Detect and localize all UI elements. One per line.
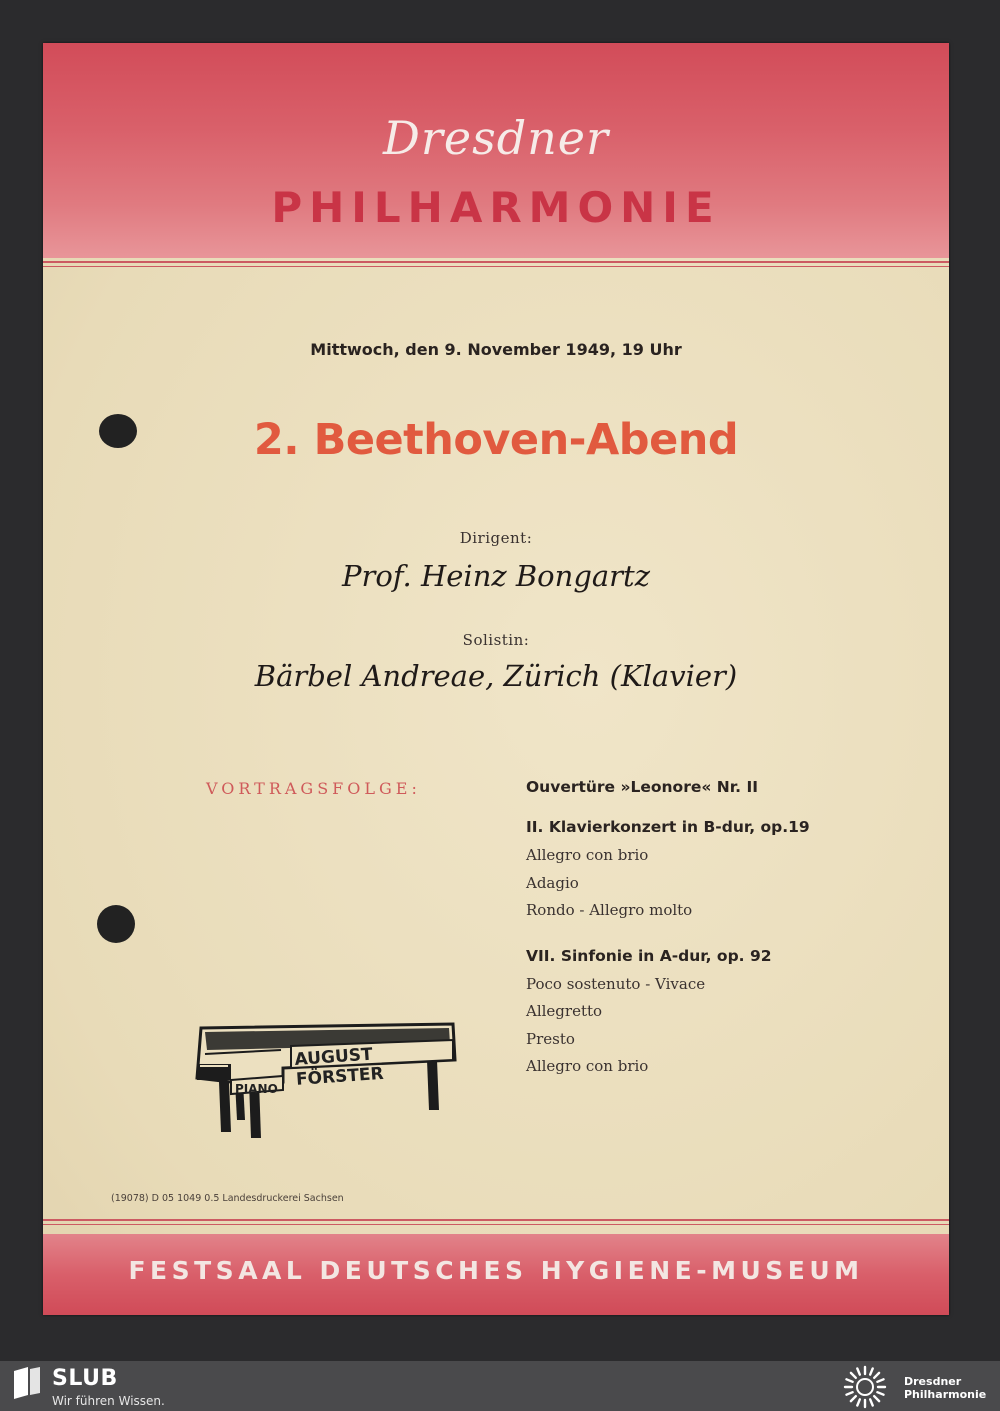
printer-imprint: (19078) D 05 1049 0.5 Landesdruckerei Sachsen — [111, 1193, 344, 1204]
header-divider — [43, 261, 949, 263]
event-date: Mittwoch, den 9. November 1949, 19 Uhr — [310, 340, 682, 359]
program-work — [526, 818, 926, 925]
logo-wordmark: PHILHARMONIE — [271, 183, 721, 232]
movement: Rondo - Allegro molto — [526, 901, 693, 919]
partner-name[interactable] — [904, 1375, 986, 1401]
movement: Allegro con brio — [526, 846, 649, 864]
logo-script-text: Dresdner — [383, 111, 609, 165]
work-title: VII. Sinfonie in A-dur, op. 92 — [526, 946, 772, 965]
movement: Poco sostenuto - Vivace — [526, 974, 706, 993]
footer-divider-thin — [43, 1224, 949, 1225]
conductor-label: Dirigent: — [459, 529, 533, 547]
library-tagline: Wir führen Wissen. — [52, 1394, 165, 1408]
header-band — [43, 43, 949, 258]
movement: Allegro con brio — [526, 1057, 649, 1075]
soloist-name: Bärbel Andreae, Zürich (Klavier) — [254, 659, 738, 693]
header-divider-thin — [43, 266, 949, 267]
piano-brand: AUGUST FÖRSTER — [294, 1044, 385, 1090]
partner-name-line2: Philharmonie — [904, 1388, 987, 1401]
work-title: Ouvertüre »Leonore« Nr. II — [526, 778, 758, 796]
piano-advertisement — [191, 1020, 461, 1140]
library-footer-bar — [0, 1361, 1000, 1411]
soloist-label: Solistin: — [462, 631, 530, 649]
venue-name: FESTSAAL DEUTSCHES HYGIENE-MUSEUM — [128, 1256, 864, 1285]
program-work — [526, 947, 926, 1081]
program-list — [526, 778, 926, 1103]
event-title: 2. Beethoven-Abend — [253, 415, 739, 465]
punch-hole — [97, 905, 135, 943]
piano-label: PIANO — [235, 1082, 278, 1096]
footer-divider — [43, 1219, 949, 1221]
punch-hole — [99, 414, 137, 448]
movement: Presto — [526, 1029, 575, 1048]
work-title: II. Klavierkonzert in B-dur, op.19 — [526, 818, 810, 836]
concert-program-sheet — [43, 43, 949, 1315]
partner-name-line1: Dresdner — [904, 1375, 962, 1388]
conductor-name: Prof. Heinz Bongartz — [342, 559, 650, 593]
movement: Allegretto — [526, 1002, 603, 1020]
program-work — [526, 778, 926, 796]
program-label: VORTRAGSFOLGE: — [206, 779, 421, 798]
library-name[interactable]: SLUB — [52, 1366, 118, 1391]
slub-book-icon[interactable] — [12, 1367, 42, 1399]
philharmonie-sunburst-icon[interactable] — [842, 1364, 888, 1410]
movement: Adagio — [526, 873, 579, 892]
footer-band — [43, 1234, 949, 1315]
